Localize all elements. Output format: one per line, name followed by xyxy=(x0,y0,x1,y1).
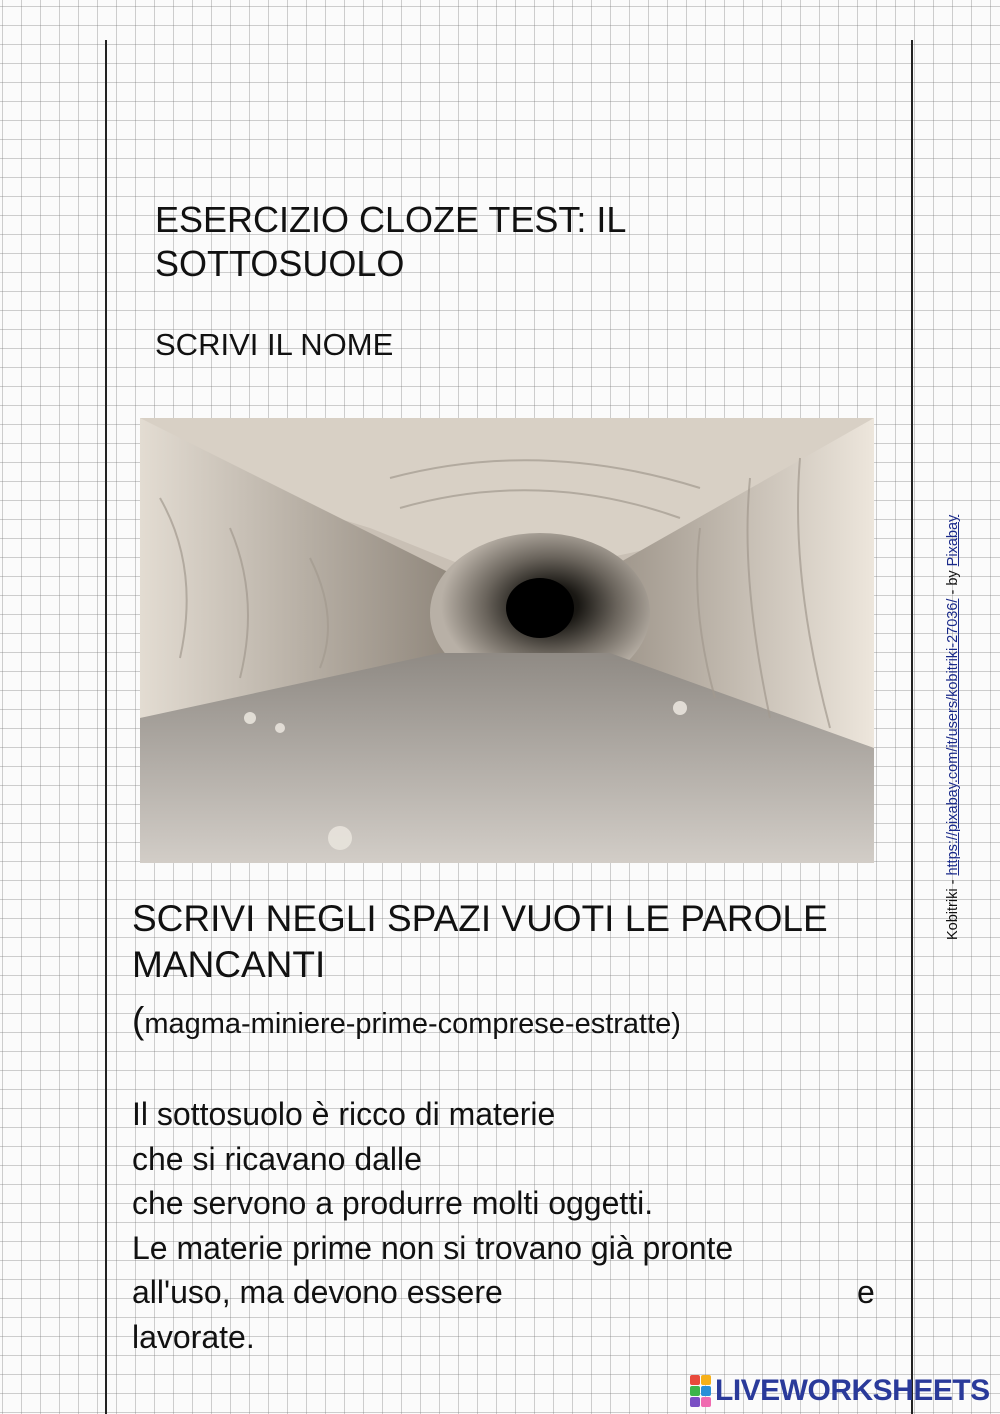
word-bank-words: magma-miniere-prime-comprese-estratte) xyxy=(144,1008,681,1040)
tunnel-photo xyxy=(140,418,874,863)
liveworksheets-brand[interactable] xyxy=(690,1374,990,1408)
credit-link[interactable]: https://pixabay.com/it/users/kobitriki-27036/ xyxy=(945,598,961,876)
credit-separator: - by xyxy=(945,566,961,599)
passage-line-2: che si ricavano dalle xyxy=(132,1140,422,1177)
passage-line-6: lavorate. xyxy=(132,1318,255,1355)
tunnel-image-icon xyxy=(140,418,874,863)
passage-line-5-text: all'uso, ma devono essere xyxy=(132,1274,503,1310)
credit-source-link[interactable]: Pixabay xyxy=(945,514,961,567)
worksheet-title: ESERCIZIO CLOZE TEST: IL SOTTOSUOLO xyxy=(155,199,626,284)
passage-line-3: che servono a produrre molti oggetti. xyxy=(132,1185,654,1221)
left-margin-line xyxy=(105,40,107,1414)
image-credit xyxy=(945,515,961,940)
passage-line-1: Il sottosuolo è ricco di materie xyxy=(132,1096,556,1132)
name-prompt: SCRIVI IL NOME xyxy=(155,327,394,362)
instructions: SCRIVI NEGLI SPAZI VUOTI LE PAROLE MANCANTI xyxy=(132,898,828,985)
cloze-passage xyxy=(132,1092,892,1359)
passage-line-5 xyxy=(132,1270,892,1315)
brand-name: LIVEWORKSHEETS xyxy=(715,1374,990,1407)
word-bank xyxy=(132,1000,681,1042)
passage-line-4: Le materie prime non si trovano già pronte xyxy=(132,1229,734,1266)
liveworksheets-logo-icon xyxy=(690,1375,711,1407)
right-margin-line xyxy=(911,40,913,1414)
passage-line-5-end: e xyxy=(857,1274,875,1310)
credit-author: Kobitriki - xyxy=(945,875,961,940)
word-bank-open-paren: ( xyxy=(132,1000,145,1041)
